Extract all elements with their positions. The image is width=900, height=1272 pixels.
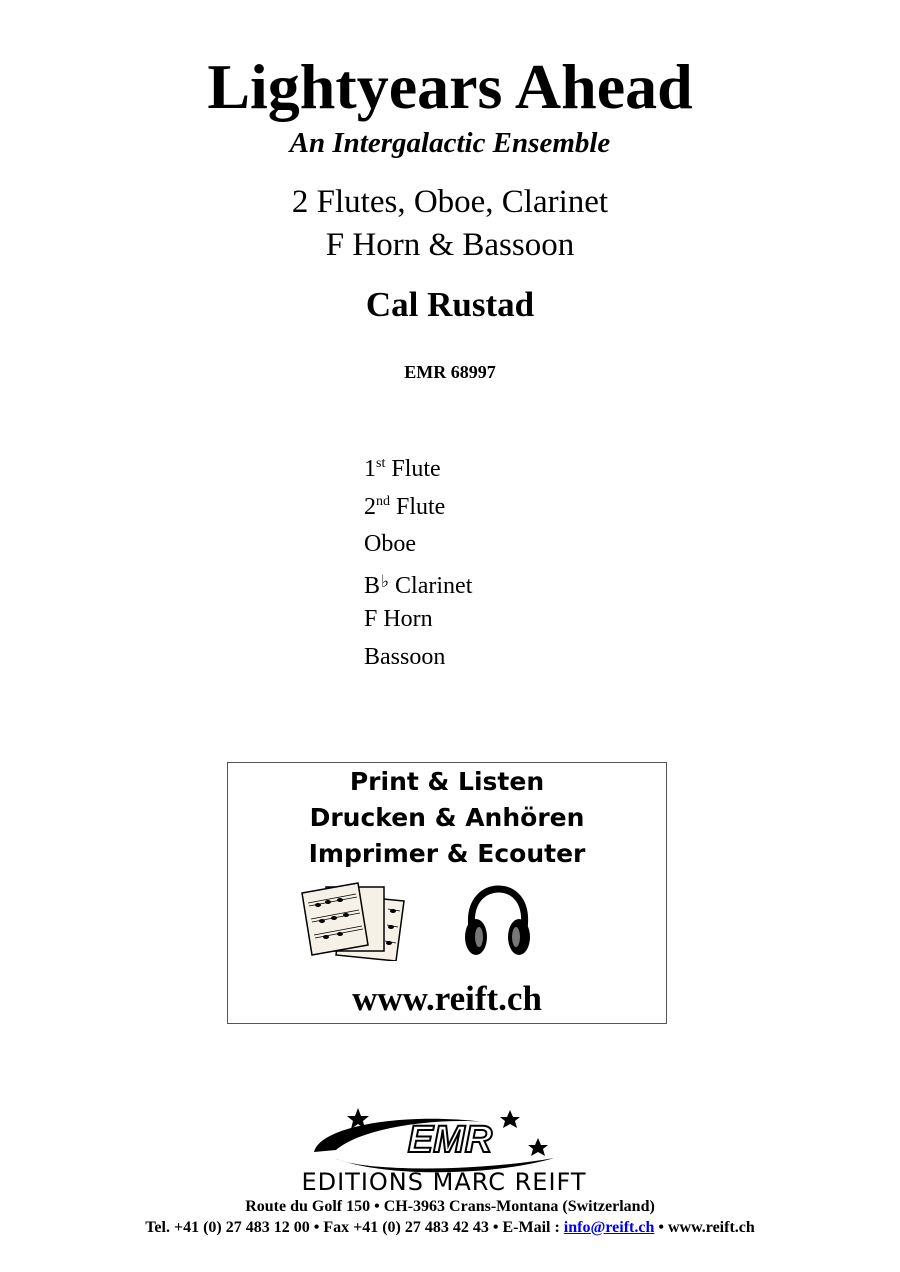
promo-line-en: Print & Listen xyxy=(349,767,545,796)
instrumentation-line-2: F Horn & Bassoon xyxy=(325,227,575,263)
logo-publisher-name: EDITIONS MARC REIFT xyxy=(301,1168,587,1196)
flat-sign: ♭ xyxy=(381,571,390,591)
parts-list xyxy=(364,454,472,680)
promo-line-fr: Imprimer & Ecouter xyxy=(308,839,586,868)
publisher-address: Route du Golf 150 • CH-3963 Crans-Montana (Switzerland) xyxy=(245,1198,655,1215)
part-label: F Horn xyxy=(364,606,433,633)
ordinal-suffix: st xyxy=(376,456,386,471)
part-horn xyxy=(364,604,472,642)
composer-name: Cal Rustad xyxy=(365,285,535,324)
part-flute-2 xyxy=(364,492,472,530)
publisher-contact xyxy=(0,1218,900,1238)
part-label: Flute xyxy=(390,493,446,520)
part-label: Oboe xyxy=(364,531,416,558)
catalog-number: EMR 68997 xyxy=(404,362,496,382)
part-label: Bassoon xyxy=(364,643,446,670)
instrumentation-line-1: 2 Flutes, Oboe, Clarinet xyxy=(291,184,609,220)
emr-logo xyxy=(254,1106,634,1196)
part-clarinet xyxy=(364,567,472,605)
contact-phone-fax: Tel. +41 (0) 27 483 12 00 • Fax +41 (0) 27 483 42 43 • E-Mail : xyxy=(145,1219,564,1236)
contact-website: • www.reift.ch xyxy=(654,1219,755,1236)
logo-emr-text: EMR xyxy=(407,1119,493,1161)
website-link[interactable]: www.reift.ch xyxy=(352,979,542,1018)
sheet-music-icon xyxy=(300,881,412,961)
part-label: Clarinet xyxy=(389,572,473,599)
print-listen-box xyxy=(227,762,667,1024)
part-number: 1 xyxy=(364,456,376,482)
part-key: B xyxy=(364,572,381,599)
part-bassoon xyxy=(364,642,472,680)
promo-line-de: Drucken & Anhören xyxy=(309,803,585,832)
score-subtitle: An Intergalactic Ensemble xyxy=(289,127,611,159)
ordinal-suffix: nd xyxy=(376,493,390,509)
score-title: Lightyears Ahead xyxy=(207,51,693,122)
part-flute-1 xyxy=(364,454,472,492)
part-number: 2 xyxy=(364,493,376,520)
email-link[interactable]: info@reift.ch xyxy=(563,1219,655,1236)
part-label: Flute xyxy=(385,456,441,482)
part-oboe xyxy=(364,529,472,567)
headphones-icon xyxy=(462,885,532,961)
